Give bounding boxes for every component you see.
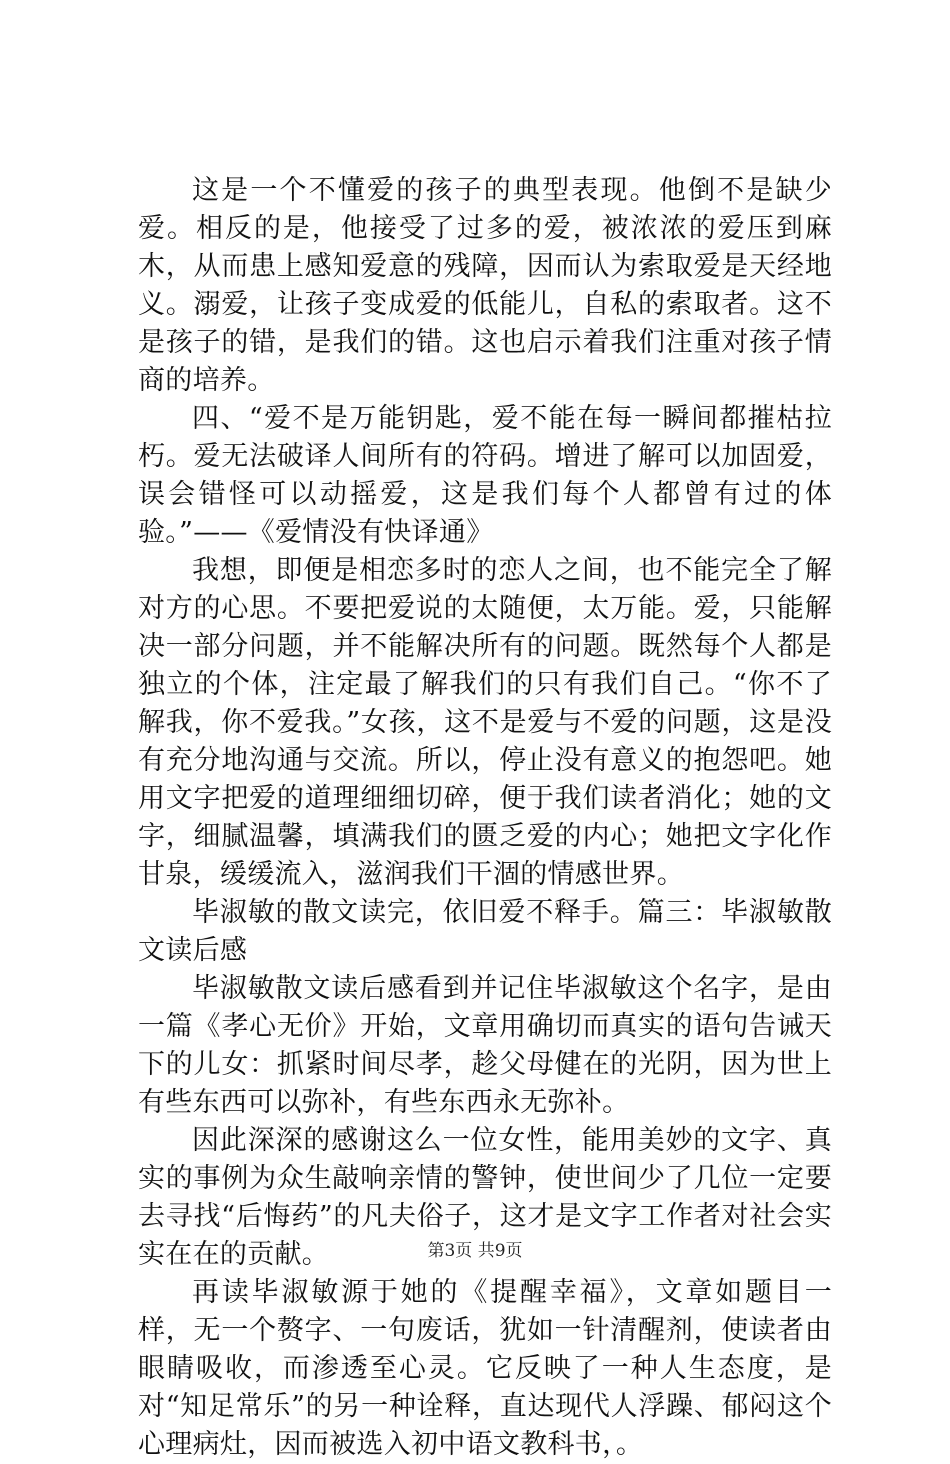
paragraph: 毕淑敏的散文读完，依旧爱不释手。篇三：毕淑敏散文读后感	[138, 897, 832, 966]
paragraph: 四、“爱不是万能钥匙，爱不能在每一瞬间都摧枯拉朽。爱无法破译人间所有的符码。增进了解可以加固爱，误会错怪可以动摇爱，这是我们每个人都曾有过的体验。”——《爱情没有快译通》	[138, 403, 832, 548]
paragraph: 再读毕淑敏源于她的《提醒幸福》，文章如题目一样，无一个赘字、一句废话，犹如一针清醒剂，使读者由眼睛吸收，而渗透至心灵。它反映了一种人生态度，是对“知足常乐”的另一种诠释，直达现代人浮躁、郁闷这个心理病灶，因而被选入初中语文教科书，。	[138, 1277, 832, 1460]
paragraph: 毕淑敏散文读后感看到并记住毕淑敏这个名字，是由一篇《孝心无价》开始，文章用确切而真实的语句告诫天下的儿女：抓紧时间尽孝，趁父母健在的光阴，因为世上有些东西可以弥补，有些东西永无弥补。	[138, 973, 832, 1118]
document-body	[138, 172, 832, 1464]
paragraph: 这是一个不懂爱的孩子的典型表现。他倒不是缺少爱。相反的是，他接受了过多的爱，被浓浓的爱压到麻木，从而患上感知爱意的残障，因而认为索取爱是天经地义。溺爱，让孩子变成爱的低能儿，自私的索取者。这不是孩子的错，是我们的错。这也启示着我们注重对孩子情商的培养。	[138, 175, 832, 396]
paragraph: 因此深深的感谢这么一位女性，能用美妙的文字、真实的事例为众生敲响亲情的警钟，使世间少了几位一定要去寻找“后悔药”的凡夫俗子，这才是文字工作者对社会实实在在的贡献。	[138, 1125, 832, 1270]
paragraph: 我想，即便是相恋多时的恋人之间，也不能完全了解对方的心思。不要把爱说的太随便，太万能。爱，只能解决一部分问题，并不能解决所有的问题。既然每个人都是独立的个体，注定最了解我们的只有我们自己。“你不了解我，你不爱我。”女孩，这不是爱与不爱的问题，这是没有充分地沟通与交流。所以，停止没有意义的抱怨吧。她用文字把爱的道理细细切碎，便于我们读者消化；她的文字，细腻温馨，填满我们的匮乏爱的内心；她把文字化作甘泉，缓缓流入，滋润我们干涸的情感世界。	[138, 555, 832, 890]
page-number-footer: 第3页 共9页	[427, 1241, 523, 1261]
